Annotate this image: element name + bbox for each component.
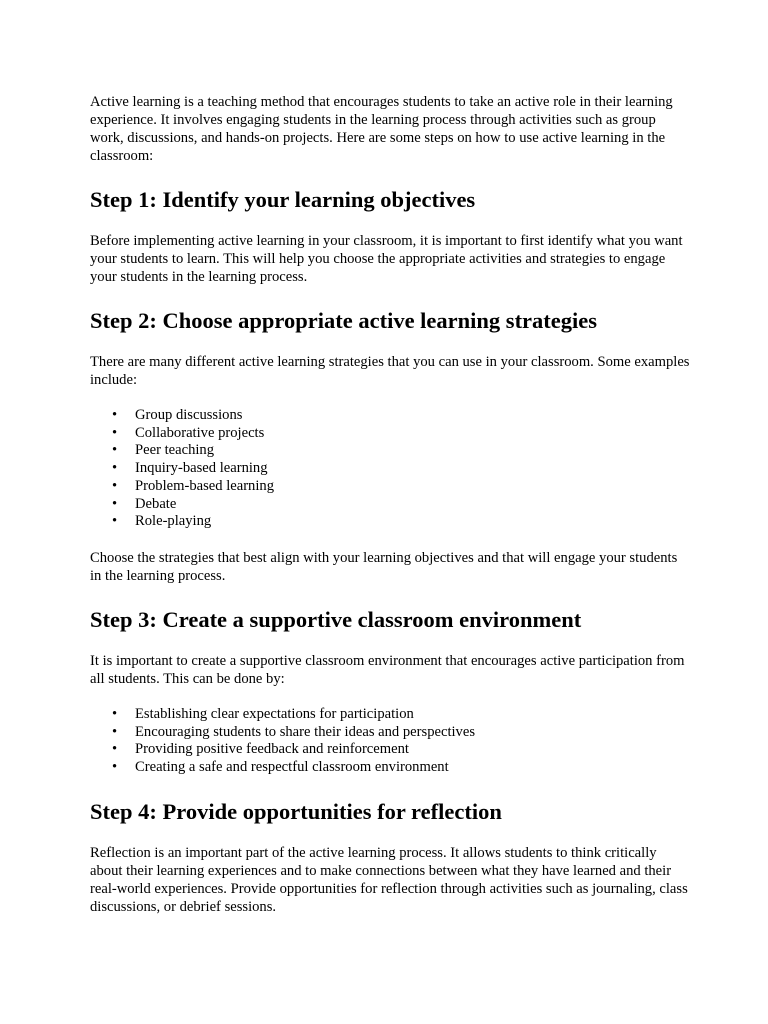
- list-item-label: Debate: [135, 495, 177, 512]
- list-item-label: Collaborative projects: [135, 424, 265, 441]
- list-item: [90, 496, 690, 514]
- list-item-label: Problem-based learning: [135, 477, 275, 494]
- bullet-icon: •: [112, 477, 118, 494]
- bullet-icon: •: [112, 513, 118, 530]
- step1-heading: Step 1: Identify your learning objectives: [90, 187, 476, 212]
- list-item-label: Inquiry-based learning: [135, 460, 268, 477]
- bullet-icon: •: [112, 495, 118, 512]
- list-item: [90, 741, 690, 759]
- list-item: [90, 724, 690, 742]
- bullet-icon: •: [112, 407, 118, 423]
- list-item: [90, 478, 690, 496]
- list-item-label: Providing positive feedback and reinforcement: [135, 741, 409, 758]
- step2-after-paragraph: Choose the strategies that best align with your learning objectives and that will engage your students in the learning process.: [90, 549, 678, 584]
- list-item-label: Peer teaching: [135, 442, 215, 459]
- step3-paragraph: It is important to create a supportive classroom environment that encourages active participation from all students. This can be done by:: [90, 652, 685, 687]
- list-item: [90, 706, 690, 724]
- step3-heading: Step 3: Create a supportive classroom environment: [90, 606, 582, 632]
- list-item-label: Establishing clear expectations for participation: [135, 705, 414, 722]
- list-item-label: Encouraging students to share their ideas and perspectives: [135, 723, 476, 740]
- step4-paragraph: Reflection is an important part of the active learning process. It allows students to think critically about their learning experiences and to make connections between what they have learned and their real-world experiences. Provide opportunities for reflection through activities such as journaling, class discussions, or debrief sessions.: [90, 844, 688, 915]
- step1-paragraph: Before implementing active learning in your classroom, it is important to first identify what you want your students to learn. This will help you choose the appropriate activities and strategies to engage your students in the learning process.: [90, 233, 683, 285]
- bullet-icon: •: [112, 759, 118, 776]
- strategies-list: [90, 407, 690, 531]
- intro-paragraph: Active learning is a teaching method that encourages students to take an active role in their learning experience. It involves engaging students in the learning process through activities such as group work, discussions, and hands-on projects. Here are some steps on how to use active learning in the classroom:: [90, 94, 673, 164]
- list-item: [90, 759, 690, 777]
- step2-heading: Step 2: Choose appropriate active learning strategies: [90, 308, 598, 333]
- bullet-icon: •: [112, 723, 118, 740]
- list-item: [90, 513, 690, 531]
- bullet-icon: •: [112, 460, 118, 477]
- bullet-icon: •: [112, 442, 118, 459]
- bullet-icon: •: [112, 424, 118, 441]
- list-item-label: Group discussions: [135, 407, 243, 423]
- list-item: [90, 460, 690, 478]
- bullet-icon: •: [112, 705, 118, 722]
- list-item-label: Role-playing: [135, 513, 212, 530]
- list-item-label: Creating a safe and respectful classroom environment: [135, 759, 449, 776]
- bullet-icon: •: [112, 741, 118, 758]
- support-list: [90, 706, 690, 777]
- step4-heading: Step 4: Provide opportunities for reflection: [90, 798, 502, 824]
- list-item: [90, 425, 690, 443]
- list-item: [90, 407, 690, 425]
- list-item: [90, 442, 690, 460]
- step2-paragraph: There are many different active learning strategies that you can use in your classroom. Some examples include:: [90, 354, 690, 388]
- document-page: [90, 93, 690, 916]
